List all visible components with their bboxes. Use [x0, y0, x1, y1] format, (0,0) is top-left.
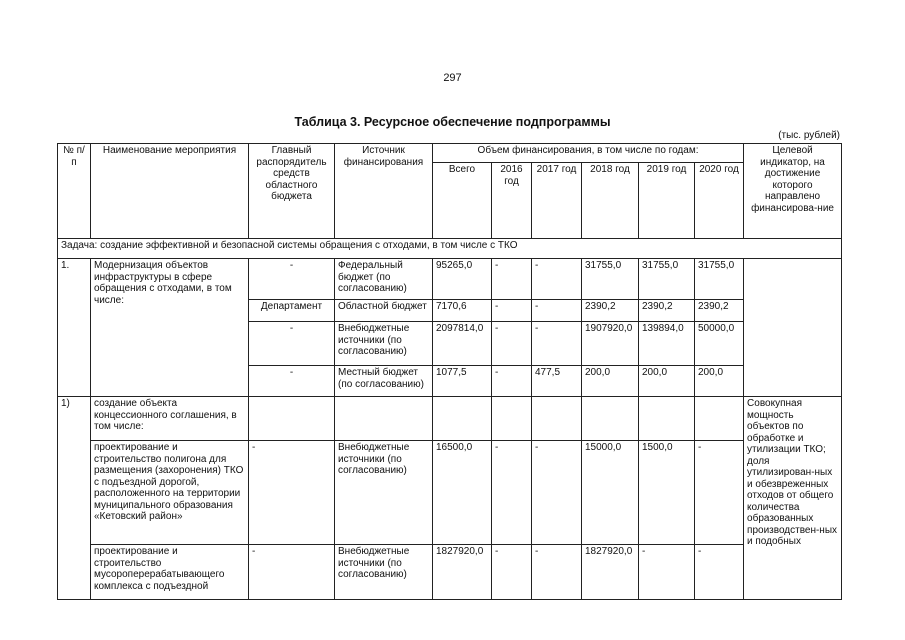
header-2020: 2020 год	[695, 163, 744, 239]
task-text: Задача: создание эффективной и безопасной системы обращения с отходами, в том числе с ТКО	[58, 239, 842, 259]
header-manager: Главный распорядитель средств областного бюджета	[249, 144, 335, 239]
table-row	[58, 259, 842, 300]
header-2019: 2019 год	[639, 163, 695, 239]
header-2016: 2016 год	[492, 163, 532, 239]
sub-a-name: проектирование и строительство полигона для размещения (захоронения) ТКО с подъездной дорогой, расположенного на территории муниципального образования «Кетовский район»	[91, 441, 249, 545]
page-number: 297	[443, 72, 462, 84]
y2019-cell: -	[639, 545, 695, 600]
source-cell: Местный бюджет (по согласованию)	[335, 366, 433, 397]
page-bottom-margin	[0, 606, 905, 640]
y2016-cell: -	[492, 322, 532, 366]
item1-1-target: Совокупная мощность объектов по обработке и утилизации ТКО; доля утилизирован-ных и обезвреженных отходов от общего количества образованных производствен-ных и подобных	[744, 397, 842, 600]
y2020-cell: -	[695, 441, 744, 545]
y2020-cell: 50000,0	[695, 322, 744, 366]
header-name: Наименование мероприятия	[91, 144, 249, 239]
header-num: № п/п	[58, 144, 91, 239]
header-2017: 2017 год	[532, 163, 582, 239]
y2017-cell: -	[532, 545, 582, 600]
y2019-cell	[639, 397, 695, 441]
y2017-cell: -	[532, 300, 582, 322]
y2019-cell: 1500,0	[639, 441, 695, 545]
manager-cell: -	[249, 259, 335, 300]
y2016-cell	[492, 397, 532, 441]
total-cell: 1077,5	[433, 366, 492, 397]
y2018-cell: 1827920,0	[582, 545, 639, 600]
header-target: Целевой индикатор, на достижение которого направлено финансирова-ние	[744, 144, 842, 239]
y2017-cell: -	[532, 322, 582, 366]
y2018-cell: 31755,0	[582, 259, 639, 300]
y2018-cell: 1907920,0	[582, 322, 639, 366]
source-cell: Внебюджетные источники (по согласованию)	[335, 441, 433, 545]
y2016-cell: -	[492, 259, 532, 300]
source-cell: Федеральный бюджет (по согласованию)	[335, 259, 433, 300]
y2018-cell: 15000,0	[582, 441, 639, 545]
table-title: Таблица 3. Ресурсное обеспечение подпрограммы	[294, 115, 611, 129]
item1-name: Модернизация объектов инфраструктуры в сфере обращения с отходами, в том числе:	[91, 259, 249, 397]
task-row	[58, 239, 842, 259]
table-row	[58, 397, 842, 441]
source-cell: Областной бюджет	[335, 300, 433, 322]
y2020-cell: 31755,0	[695, 259, 744, 300]
sub-b-name: проектирование и строительство мусороперерабатывающего комплекса с подъездной	[91, 545, 249, 600]
total-cell: 2097814,0	[433, 322, 492, 366]
item1-target	[744, 259, 842, 397]
manager-cell: -	[249, 441, 335, 545]
y2016-cell: -	[492, 300, 532, 322]
header-volume: Объем финансирования, в том числе по годам:	[433, 144, 744, 163]
table-row	[58, 545, 842, 600]
manager-cell: -	[249, 545, 335, 600]
total-cell: 1827920,0	[433, 545, 492, 600]
item1-num: 1.	[58, 259, 91, 397]
manager-cell: -	[249, 366, 335, 397]
table-row	[58, 441, 842, 545]
y2019-cell: 2390,2	[639, 300, 695, 322]
y2016-cell: -	[492, 441, 532, 545]
total-cell: 95265,0	[433, 259, 492, 300]
y2018-cell: 200,0	[582, 366, 639, 397]
manager-cell: Департамент	[249, 300, 335, 322]
y2017-cell: -	[532, 441, 582, 545]
y2020-cell: 2390,2	[695, 300, 744, 322]
y2019-cell: 200,0	[639, 366, 695, 397]
y2019-cell: 139894,0	[639, 322, 695, 366]
y2019-cell: 31755,0	[639, 259, 695, 300]
units-label: (тыс. рублей)	[778, 130, 840, 141]
source-cell	[335, 397, 433, 441]
y2016-cell: -	[492, 545, 532, 600]
y2018-cell	[582, 397, 639, 441]
manager-cell	[249, 397, 335, 441]
y2017-cell: 477,5	[532, 366, 582, 397]
y2016-cell: -	[492, 366, 532, 397]
y2017-cell: -	[532, 259, 582, 300]
header-2018: 2018 год	[582, 163, 639, 239]
resource-table	[57, 143, 842, 600]
total-cell: 16500,0	[433, 441, 492, 545]
item1-1-num: 1)	[58, 397, 91, 600]
source-cell: Внебюджетные источники (по согласованию)	[335, 545, 433, 600]
total-cell	[433, 397, 492, 441]
item1-1-name: создание объекта концессионного соглашения, в том числе:	[91, 397, 249, 441]
total-cell: 7170,6	[433, 300, 492, 322]
manager-cell: -	[249, 322, 335, 366]
y2020-cell: 200,0	[695, 366, 744, 397]
header-total: Всего	[433, 163, 492, 239]
header-source: Источник финансирования	[335, 144, 433, 239]
y2017-cell	[532, 397, 582, 441]
header-row-1	[58, 144, 842, 163]
y2018-cell: 2390,2	[582, 300, 639, 322]
y2020-cell: -	[695, 545, 744, 600]
source-cell: Внебюджетные источники (по согласованию)	[335, 322, 433, 366]
y2020-cell	[695, 397, 744, 441]
